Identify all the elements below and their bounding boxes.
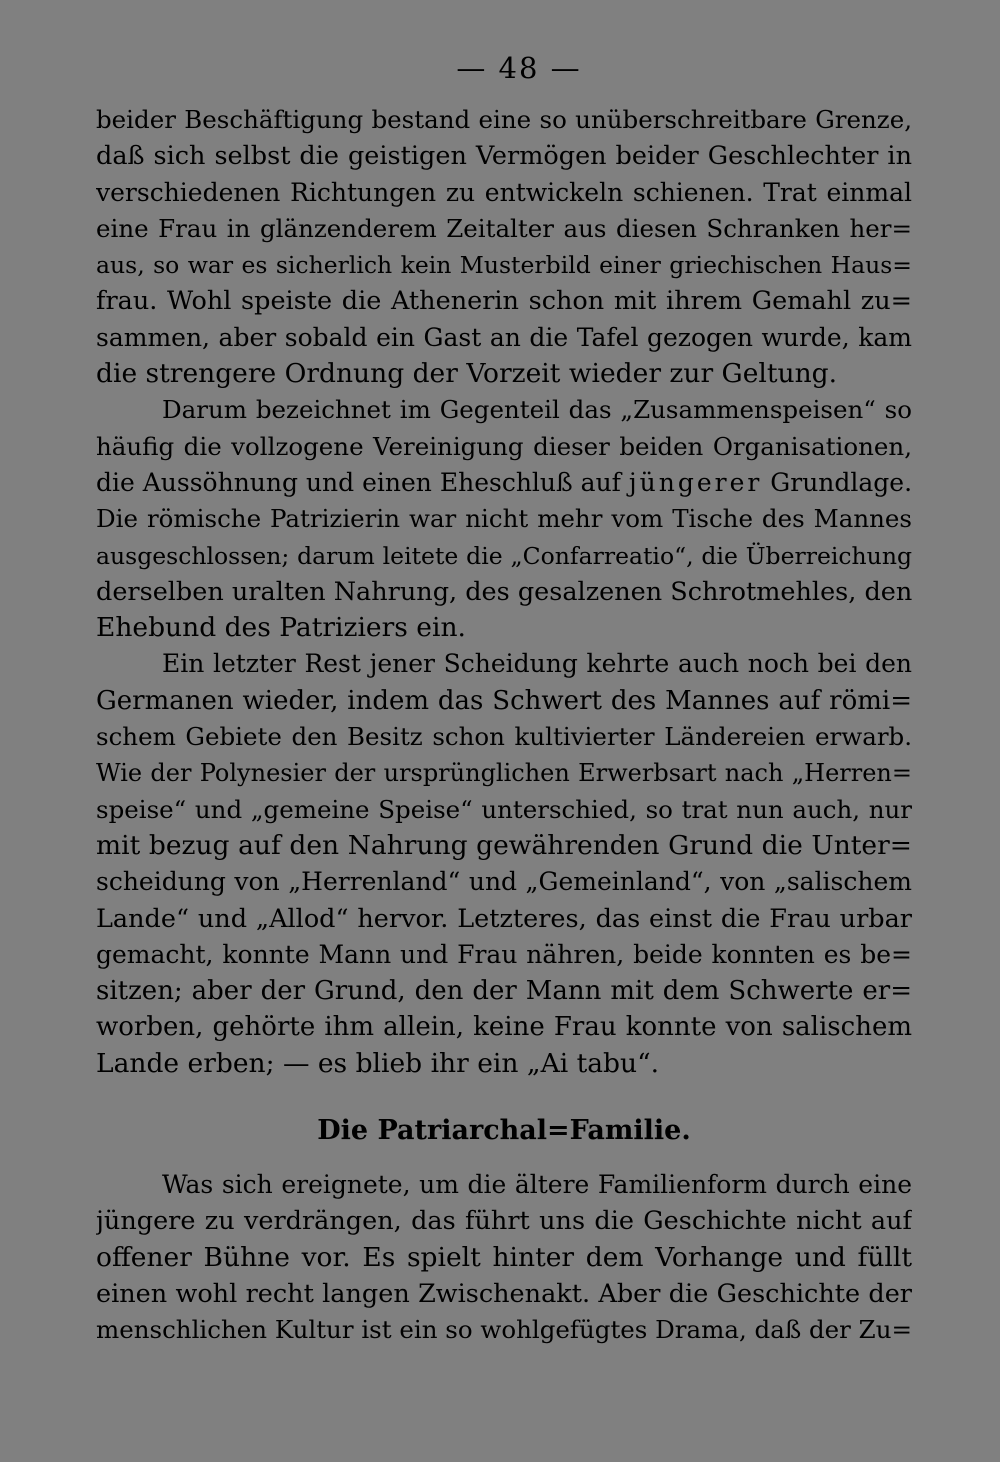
- text-line: häufig die vollzogene Vereinigung dieser beiden Organisationen,: [96, 431, 912, 461]
- text-line: worben, gehörte ihm allein, keine Frau konnte von salischem: [96, 1012, 912, 1043]
- emphasized-word: jüngerer: [628, 467, 763, 497]
- text-line: offener Bühne vor. Es spielt hinter dem Vorhange und füllt: [96, 1241, 912, 1273]
- text-line: mit bezug auf den Nahrung gewährenden Grund die Unter=: [96, 829, 912, 861]
- text-line: Die römische Patrizierin war nicht mehr vom Tische des Mannes: [96, 504, 912, 534]
- text-line: frau. Wohl speiste die Athenerin schon mit ihrem Gemahl zu=: [96, 286, 912, 317]
- section-heading: Die Patriarchal=Familie.: [317, 1115, 691, 1147]
- text-line: Ein letzter Rest jener Scheidung kehrte auch noch bei den: [162, 649, 912, 679]
- text-line: eine Frau in glänzenderem Zeitalter aus diesen Schranken her=: [96, 213, 912, 243]
- text-line: ausgeschlossen; darum leitete die „Confarreatio“, die Überreichung: [96, 541, 912, 570]
- text-line: aus, so war es sicherlich kein Musterbild einer griechischen Haus=: [96, 251, 912, 280]
- text-line: Ehebund des Patriziers ein.: [96, 612, 466, 644]
- text-line: die strengere Ordnung der Vorzeit wieder zur Geltung.: [96, 358, 838, 390]
- text-line: Lande erben; — es blieb ihr ein „Ai tabu“.: [96, 1047, 660, 1079]
- text-line: Darum bezeichnet im Gegenteil das „Zusammenspeisen“ so: [162, 395, 912, 425]
- text-line: Germanen wieder, indem das Schwert des Mannes auf römi=: [96, 685, 912, 716]
- text-line: jüngere zu verdrängen, das führt uns die Geschichte nicht auf: [96, 1206, 912, 1237]
- text-line: gemacht, konnte Mann und Frau nähren, beide konnten es be=: [96, 939, 912, 969]
- text-line: schem Gebiete den Besitz schon kultivierter Ländereien erwarb.: [96, 722, 912, 752]
- paragraph-4: [96, 1167, 912, 1348]
- text-line: Was sich ereignete, um die ältere Familienform durch eine: [162, 1170, 912, 1200]
- paragraph-1: [96, 102, 912, 392]
- page-number: — 48 —: [456, 51, 582, 85]
- text-segment: die Aussöhnung und einen Eheschluß auf: [96, 467, 629, 497]
- text-line: menschlichen Kultur ist ein so wohlgefügtes Drama, daß der Zu=: [96, 1315, 912, 1345]
- text-line: beider Beschäftigung bestand eine so unüberschreitbare Grenze,: [96, 105, 912, 134]
- text-segment: Grundlage.: [762, 467, 912, 497]
- text-line: sitzen; aber der Grund, den der Mann mit dem Schwerte er=: [96, 976, 912, 1007]
- text-line: [96, 465, 912, 501]
- text-line: Wie der Polynesier der ursprünglichen Erwerbsart nach „Herren=: [96, 759, 912, 788]
- text-line: scheidung von „Herrenland“ und „Gemeinland“, von „salischem: [96, 867, 912, 897]
- book-page: [96, 48, 912, 1349]
- text-line: derselben uralten Nahrung, des gesalzenen Schrotmehles, den: [96, 576, 912, 607]
- text-line: einen wohl recht langen Zwischenakt. Aber die Geschichte der: [96, 1278, 912, 1309]
- text-line: speise“ und „gemeine Speise“ unterschied, so trat nun auch, nur: [96, 794, 912, 824]
- paragraph-2: [96, 392, 912, 646]
- text-line: verschiedenen Richtungen zu entwickeln schienen. Trat einmal: [96, 177, 912, 207]
- text-line: Lande“ und „Allod“ hervor. Letzteres, das einst die Frau urbar: [96, 903, 912, 934]
- text-line: sammen, aber sobald ein Gast an die Tafel gezogen wurde, kam: [96, 322, 912, 352]
- text-line: daß sich selbst die geistigen Vermögen beider Geschlechter in: [96, 141, 912, 172]
- paragraph-3: [96, 646, 912, 1082]
